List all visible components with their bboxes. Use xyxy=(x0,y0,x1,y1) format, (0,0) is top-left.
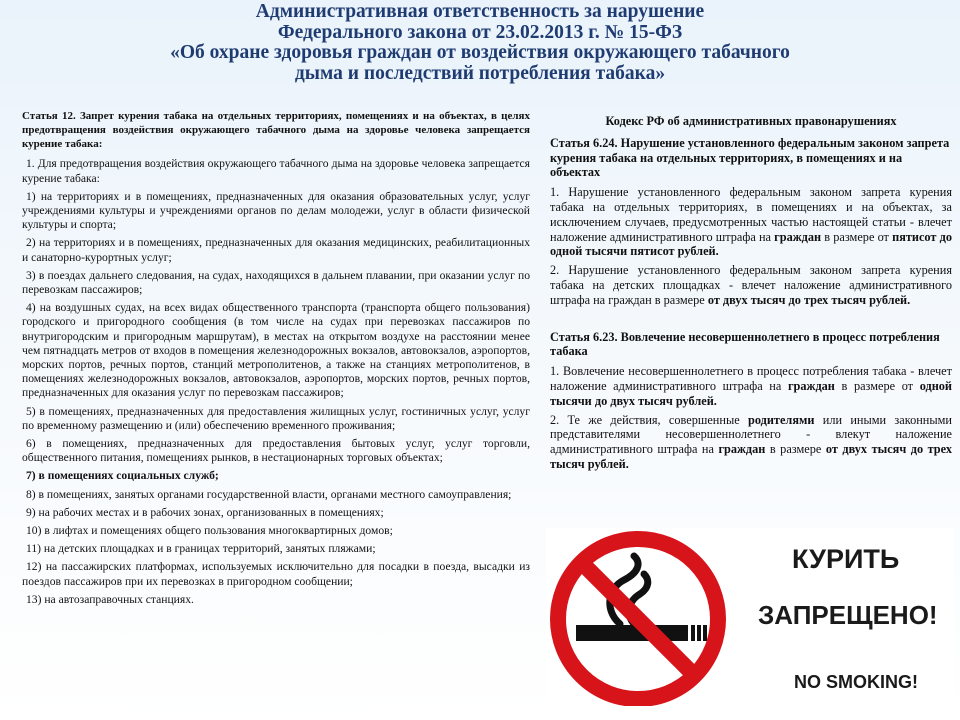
slide-title xyxy=(0,2,960,84)
list-item: 2) на территориях и в помещениях, предназначенных для оказания медицинских, реабилитационных и санаторно-курортных услуг; xyxy=(22,236,530,264)
list-item: 12) на пассажирских платформах, используемых исключительно для посадки в поезда, высадки из поездов пассажиров при их перевозках в пригородном сообщении; xyxy=(22,560,530,588)
sign-text-kurit: КУРИТЬ xyxy=(792,544,900,574)
text-run: родителями xyxy=(747,412,815,427)
list-item: 7) в помещениях социальных служб; xyxy=(26,469,219,483)
title-line-4: дыма и последствий потребления табака» xyxy=(294,62,666,84)
article-12-heading: Статья 12. Запрет курения табака на отдельных территориях, помещениях и на объектах, в целях предотвращения воздействия окружающего табачного дыма на здоровье человека запрещается курение табака: xyxy=(22,110,530,150)
list-item: 13) на автозаправочных станциях. xyxy=(26,592,194,606)
title-line-2: Федерального закона от 23.02.2013 г. № 15-ФЗ xyxy=(277,21,683,43)
article-6-24-part-2 xyxy=(550,263,952,307)
list-item: 1) на территориях и в помещениях, предназначенных для оказания образовательных услуг, услуг учреждениями культуры и учреждениями органов по делам молодежи, услуг в области физической культуры и спорта; xyxy=(22,189,530,232)
sign-text-zapreshcheno: ЗАПРЕЩЕНО! xyxy=(758,600,938,630)
text-run: 2. Нарушение установленного федеральным законом запрета курения табака на детских площадках - влечет наложение административного штрафа на граждан в размере xyxy=(550,263,952,307)
title-line-1: Административная ответственность за нарушение xyxy=(255,1,705,22)
no-smoking-sign xyxy=(546,528,954,706)
list-item: 10) в лифтах и помещениях общего пользования многоквартирных домов; xyxy=(26,524,393,538)
text-run: или иными законными представителями несовершеннолетнего - влекут наложение административного штрафа на xyxy=(550,412,952,457)
article-6-23-title: Статья 6.23. Вовлечение несовершеннолетнего в процесс потребления табака xyxy=(550,329,940,359)
list-item: 9) на рабочих местах и в рабочих зонах, организованных в помещениях; xyxy=(26,505,384,519)
text-run: 1. Вовлечение несовершеннолетнего в процесс потребления табака - влечет наложение административного штрафа на xyxy=(550,364,952,393)
text-run: 2. Те же действия, совершенные xyxy=(550,412,740,427)
list-item: 3) в поездах дальнего следования, на судах, находящихся в дальнем плавании, при оказании услуг по перевозкам пассажиров; xyxy=(22,268,530,297)
article-12-column xyxy=(22,110,530,611)
article-6-23-part-1 xyxy=(550,364,952,408)
article-6-24-title: Статья 6.24. Нарушение установленного федеральным законом запрета курения табака на отдельных территориях, в помещениях и на объектах xyxy=(550,135,950,180)
text-run: граждан xyxy=(718,442,766,457)
article-6-23-part-2 xyxy=(550,413,952,472)
text-run: 1. Нарушение установленного федеральным законом запрета курения табака на отдельных территориях, в помещениях и на объектах, за исключением случаев, предусмотренных частью настоящей статьи - влечет наложение административного штрафа на xyxy=(550,185,952,244)
text-run: от двух тысяч до трех тысяч рублей. xyxy=(707,292,911,307)
title-line-3: «Об охране здоровья граждан от воздействия окружающего табачного xyxy=(170,42,790,63)
list-item: 4) на воздушных судах, на всех видах общественного транспорта (транспорта общего пользования) городского и пригородного сообщения (в том числе на судах при перевозках пассажиров по внутригородским и пригородным маршрутам), в местах на открытом воздухе на расстоянии менее чем пятнадцать метров от входов в помещения железнодорожных вокзалов, автовокзалов, аэропортов, морских портов, речных портов, станций метрополитенов, а также на станциях метрополитенов, в помещениях железнодорожных вокзалов, автовокзалов, аэропортов, морских портов, речных портов, предназначенных для оказания услуг по перевозкам пассажиров; xyxy=(22,301,530,400)
text-run: в размере от xyxy=(841,378,914,393)
list-item: 5) в помещениях, предназначенных для предоставления жилищных услуг, гостиничных услуг, услуг по временному размещению и (или) обеспечению временного проживания; xyxy=(22,404,530,432)
list-item: 6) в помещениях, предназначенных для предоставления бытовых услуг, услуг торговли, общественного питания, помещениях рынков, в нестационарных торговых объектах; xyxy=(22,437,530,465)
text-run: пятисот до одной тысячи пятисот рублей. xyxy=(550,229,952,259)
koap-column xyxy=(550,114,952,476)
code-title: Кодекс РФ об административных правонарушениях xyxy=(605,114,897,128)
list-item: 11) на детских площадках и в границах территорий, занятых пляжами; xyxy=(26,542,376,556)
text-run: граждан xyxy=(787,378,835,393)
text-run: в размере xyxy=(769,442,822,457)
text-run: в размере от xyxy=(824,229,889,244)
text-run: граждан xyxy=(774,229,822,244)
sign-text-no-smoking: NO SMOKING! xyxy=(794,672,918,692)
article-12-intro: 1. Для предотвращения воздействия окружающего табачного дыма на здоровье человека запрещается курение табака: xyxy=(22,157,530,185)
list-item: 8) в помещениях, занятых органами государственной власти, органами местного самоуправления; xyxy=(26,487,512,501)
text-run: от двух тысяч до трех тысяч рублей. xyxy=(550,442,952,471)
article-6-24-part-1 xyxy=(550,185,952,259)
text-run: одной тысячи до двух тысяч рублей. xyxy=(550,378,953,408)
